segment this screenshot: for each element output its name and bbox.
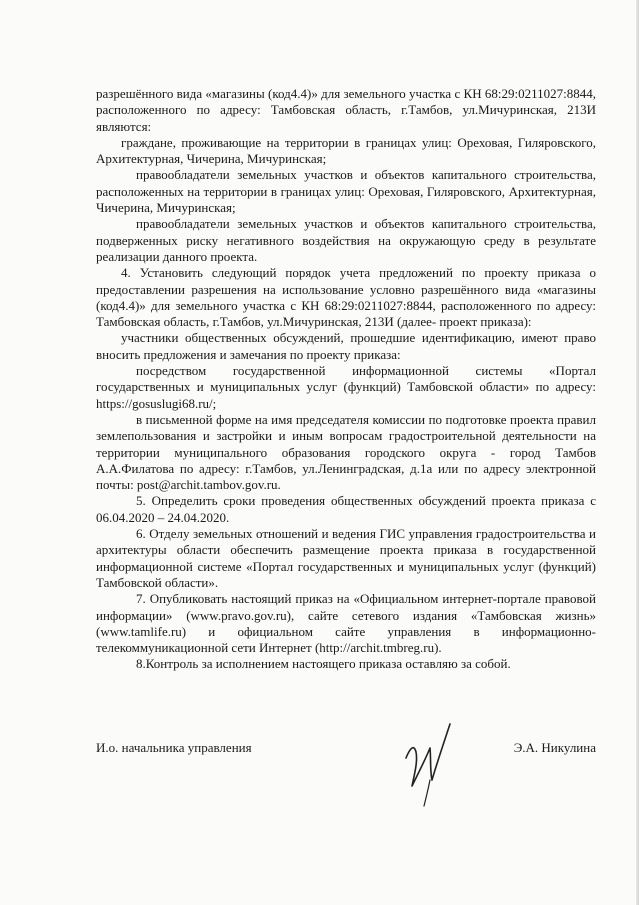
paragraph-in-writing: в письменной форме на имя председателя комиссии по подготовке проекта правил землепользования и застройки и иным вопросам градостроительной деятельности на территории муниципального образования городского округа - город Тамбов А.А.Филатова по адресу: г.Тамбов, ул.Ленинградская, д.1а или по адресу электронной почты: post@archit.tambov.gov.ru. [96, 411, 596, 493]
paragraph-item-6: 6. Отделу земельных отношений и ведения ГИС управления градостроительства и архитектуры области обеспечить размещение проекта приказа в государственной информационной системе «Портал государственных и муниципальных услуг (функций) Тамбовской области». [96, 526, 596, 590]
paragraph-citizens: граждане, проживающие на территории в границах улиц: Ореховая, Гиляровского, Архитектурная, Чичерина, Мичуринская; [96, 134, 596, 167]
paragraph-item-8: 8.Контроль за исполнением настоящего приказа оставляю за собой. [136, 656, 511, 672]
paragraph-item-5: 5. Определить сроки проведения общественных обсуждений проекта приказа с 06.04.2020 – 24.04.2020. [96, 493, 596, 525]
document-body [96, 86, 596, 673]
signatory-position: И.о. начальника управления [96, 740, 252, 755]
signature-row [96, 740, 596, 756]
paragraph-intro-continuation: разрешённого вида «магазины (код4.4)» для земельного участка с КН 68:29:0211027:8844, расположенного по адресу: Тамбовская область, г.Тамбов, ул.Мичуринская, 213И являются: [96, 86, 596, 134]
paragraph-rightholders-territory: правообладатели земельных участков и объектов капитального строительства, расположенных на территории в границах улиц: Ореховая, Гиляровского, Архитектурная, Чичерина, Мичуринская; [96, 167, 596, 216]
paragraph-item-7: 7. Опубликовать настоящий приказ на «Официальном интернет-портале правовой информации» (www.pravo.gov.ru), сайте сетевого издания «Тамбовская жизнь» (www.tamlife.ru) и официальном сайте управления в информационно-телекоммуникационной сети Интернет (http://archit.tmbreg.ru). [96, 591, 596, 656]
paragraph-participants: участники общественных обсуждений, прошедшие идентификацию, имеют право вносить предложения и замечания по проекту приказа: [96, 330, 596, 362]
handwritten-signature [400, 718, 460, 808]
signatory-name: Э.А. Никулина [513, 740, 596, 755]
paragraph-rightholders-risk: правообладатели земельных участков и объектов капитального строительства, подверженных риску негативного воздействия на окружающую среду в результате реализации данного проекта. [96, 216, 596, 264]
paragraph-item-4: 4. Установить следующий порядок учета предложений по проекту приказа о предоставлении разрешения на использование условно разрешённого вида «магазины (код4.4)» для земельного участка с КН 68:29:0211027:8844, расположенного по адресу: Тамбовская область, г.Тамбов, ул.Мичуринская, 213И (далее- проект приказа): [96, 265, 596, 330]
paragraph-via-portal: посредством государственной информационной системы «Портал государственных и муниципальных услуг (функций) Тамбовской области» по адресу: https://gosuslugi68.ru/; [96, 363, 596, 411]
